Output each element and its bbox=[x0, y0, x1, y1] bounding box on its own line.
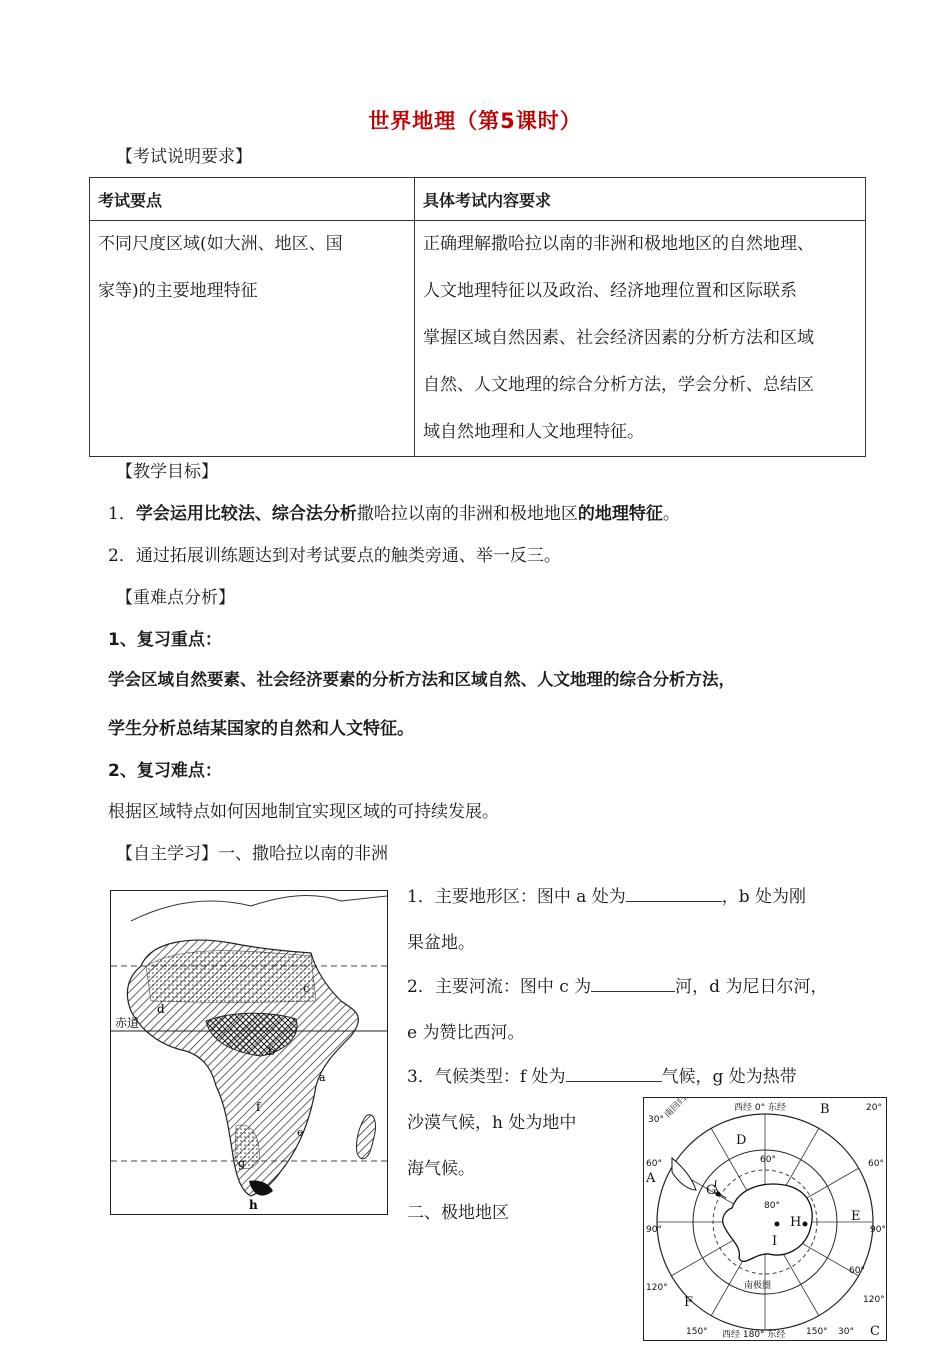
map-label-a: a bbox=[319, 1071, 326, 1084]
polar-label-G: G bbox=[706, 1183, 717, 1198]
question-3-line-1 bbox=[407, 1062, 797, 1087]
polar-label-A: A bbox=[646, 1171, 656, 1186]
answer-blank-f[interactable] bbox=[566, 1065, 662, 1082]
key-point-line-1: 学会区域自然要素、社会经济要素的分析方法和区域自然、人文地理的综合分析方法， bbox=[108, 670, 735, 689]
polar-label-F: F bbox=[684, 1295, 694, 1310]
question-1-text-b: ，b 处为刚 bbox=[721, 887, 807, 907]
polar-degree: 60° bbox=[646, 1159, 662, 1169]
table-cell-line: 域自然地理和人文地理特征。 bbox=[423, 422, 644, 442]
polar-label-E: E bbox=[851, 1209, 861, 1224]
polar-label-C: C bbox=[870, 1324, 880, 1339]
africa-map-figure bbox=[111, 891, 387, 1214]
goal-1-bold-a: 学会运用比较法、综合法分析 bbox=[135, 504, 357, 524]
exam-requirements-header: 【考试说明要求】 bbox=[116, 147, 252, 167]
question-1-line-1 bbox=[407, 882, 806, 907]
question-2-line-2: e 为赞比西河。 bbox=[407, 1023, 525, 1043]
page-title: 世界地理（第5课时） bbox=[368, 109, 582, 133]
polar-degree: 90° bbox=[870, 1225, 886, 1235]
key-point-title: 1、复习重点： bbox=[108, 630, 222, 650]
requirements-table bbox=[89, 177, 866, 457]
map-label-d: d bbox=[157, 1002, 165, 1016]
polar-tropic-label: 南回归线 bbox=[662, 1098, 696, 1121]
polar-degree: 90° bbox=[646, 1225, 662, 1235]
africa-map bbox=[110, 890, 388, 1215]
question-2-text-b: 河，d 为尼日尔河， bbox=[675, 977, 828, 997]
question-1-text-a: 1．主要地形区：图中 a 处为 bbox=[407, 887, 626, 907]
polar-circle-label: 南极圈 bbox=[744, 1281, 772, 1291]
question-2-text-a: 2．主要河流：图中 c 为 bbox=[407, 977, 592, 997]
polar-degree: 30° bbox=[648, 1115, 664, 1125]
answer-blank-a[interactable] bbox=[626, 885, 722, 902]
teaching-goals-header: 【教学目标】 bbox=[116, 462, 218, 482]
polar-map bbox=[643, 1097, 887, 1341]
goal-1-text: 撒哈拉以南的非洲和极地地区 bbox=[356, 504, 578, 524]
question-3-text-a: 3．气候类型：f 处为 bbox=[407, 1067, 566, 1087]
polar-bottom-label: 西经 180° 东经 bbox=[722, 1330, 786, 1340]
polar-degree: 60° bbox=[868, 1159, 884, 1169]
table-header-points: 考试要点 bbox=[90, 178, 415, 221]
polar-degree: 60° bbox=[760, 1155, 776, 1165]
answer-blank-c[interactable] bbox=[591, 975, 675, 992]
polar-label-D: D bbox=[736, 1133, 747, 1148]
goal-2: 2．通过拓展训练题达到对考试要点的触类旁通、举一反三。 bbox=[108, 546, 561, 566]
goal-1-bold-b: 的地理特征 bbox=[577, 504, 663, 524]
question-1-line-2: 果盆地。 bbox=[407, 933, 475, 953]
goal-1 bbox=[108, 499, 680, 524]
goal-1-number: 1． bbox=[108, 504, 136, 524]
map-label-e: e bbox=[297, 1126, 304, 1139]
polar-label-H: H bbox=[790, 1215, 802, 1230]
polar-map-figure bbox=[644, 1098, 886, 1340]
map-label-h: h bbox=[249, 1198, 258, 1212]
goal-1-end: 。 bbox=[662, 504, 680, 524]
key-analysis-header: 【重难点分析】 bbox=[116, 588, 235, 608]
map-label-equator: 赤道 bbox=[115, 1016, 140, 1030]
polar-degree: 150° bbox=[806, 1327, 828, 1337]
polar-degree: 80° bbox=[764, 1201, 780, 1211]
polar-degree: 150° bbox=[686, 1327, 708, 1337]
polar-degree: 30° bbox=[838, 1327, 854, 1337]
difficulty-title: 2、复习难点： bbox=[108, 761, 222, 781]
table-cell-line: 正确理解撒哈拉以南的非洲和极地地区的自然地理、 bbox=[423, 234, 814, 254]
polar-top-label: 西经 0° 东经 bbox=[734, 1103, 786, 1113]
polar-region-header: 二、极地地区 bbox=[407, 1203, 509, 1223]
map-label-g: g bbox=[238, 1157, 246, 1170]
question-3-text-b: 气候，g 处为热带 bbox=[661, 1067, 797, 1087]
table-cell-line: 不同尺度区域(如大洲、地区、国 bbox=[98, 234, 343, 254]
polar-label-B: B bbox=[820, 1102, 830, 1117]
question-3-line-3: 海气候。 bbox=[407, 1159, 475, 1179]
table-cell-points bbox=[90, 221, 415, 457]
map-label-c: c bbox=[303, 982, 310, 995]
table-cell-line: 家等)的主要地理特征 bbox=[98, 281, 258, 301]
polar-degree: 120° bbox=[646, 1283, 668, 1293]
map-label-f: f bbox=[256, 1100, 261, 1114]
question-2-line-1 bbox=[407, 972, 827, 997]
polar-label-I: I bbox=[772, 1234, 778, 1249]
polar-degree: 60° bbox=[849, 1266, 865, 1276]
table-cell-line: 自然、人文地理的综合分析方法，学会分析、总结区 bbox=[423, 375, 814, 395]
difficulty-text: 根据区域特点如何因地制宜实现区域的可持续发展。 bbox=[108, 802, 499, 822]
table-cell-line: 人文地理特征以及政治、经济地理位置和区际联系 bbox=[423, 281, 797, 301]
table-header-content: 具体考试内容要求 bbox=[415, 178, 866, 221]
question-3-line-2: 沙漠气候，h 处为地中 bbox=[407, 1113, 577, 1133]
polar-degree: 120° bbox=[863, 1295, 885, 1305]
self-study-header: 【自主学习】一、撒哈拉以南的非洲 bbox=[116, 844, 388, 864]
table-cell-content bbox=[415, 221, 866, 457]
key-point-line-2: 学生分析总结某国家的自然和人文特征。 bbox=[108, 719, 414, 739]
table-cell-line: 掌握区域自然因素、社会经济因素的分析方法和区域 bbox=[423, 328, 814, 348]
polar-degree: 20° bbox=[866, 1103, 882, 1113]
map-label-b: b bbox=[268, 1045, 276, 1058]
